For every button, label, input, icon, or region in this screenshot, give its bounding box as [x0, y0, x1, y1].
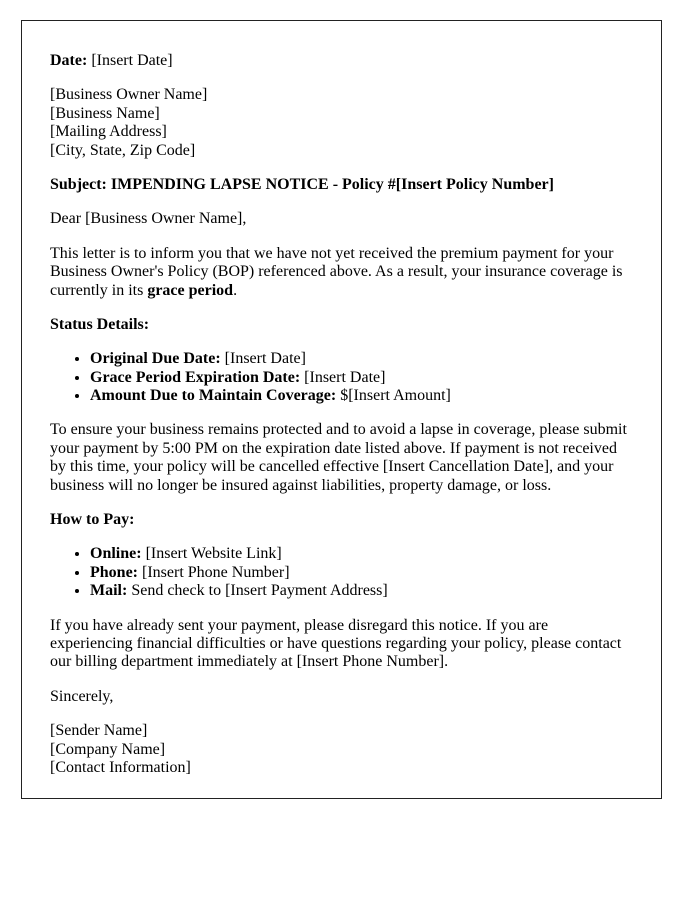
date-value: [Insert Date] — [87, 52, 173, 69]
date-label: Date: — [50, 52, 88, 69]
salutation: Dear [Business Owner Name], — [50, 210, 247, 228]
deadline-paragraph: To ensure your business remains protected and to avoid a lapse in coverage, please submit your payment by 5:00 PM on the expiration date listed above. If payment is not received by this time, your policy will be cancelled effective [Insert Cancellation Date], and your business will no longer be insured against liabilities, property damage, or loss. — [50, 421, 627, 494]
closing: Sincerely, — [50, 687, 114, 705]
recipient-block — [50, 86, 633, 160]
status-details-list — [50, 350, 633, 405]
status-item-label: Grace Period Expiration Date: — [90, 368, 301, 386]
payment-option-value: Send check to [Insert Payment Address] — [127, 582, 388, 600]
grace-period-emphasis: grace period — [147, 281, 234, 299]
letter-document — [21, 20, 662, 799]
signature-block — [50, 722, 633, 777]
sender-name: [Sender Name] — [50, 722, 148, 740]
contact-information: [Contact Information] — [50, 758, 191, 776]
payment-option-value: [Insert Phone Number] — [138, 563, 290, 581]
recipient-city-state-zip: [City, State, Zip Code] — [50, 141, 196, 159]
status-item-grace-expiration — [90, 369, 633, 387]
payment-option-label: Mail: — [90, 582, 128, 600]
payment-option-phone — [90, 564, 633, 582]
payment-option-label: Online: — [90, 545, 142, 563]
intro-paragraph — [50, 245, 633, 300]
recipient-mailing-address: [Mailing Address] — [50, 123, 167, 141]
status-item-value: [Insert Date] — [300, 368, 386, 386]
status-item-value: [Insert Date] — [220, 350, 306, 368]
payment-options-list — [50, 545, 633, 600]
status-item-label: Amount Due to Maintain Coverage: — [90, 387, 337, 405]
status-item-amount-due — [90, 387, 633, 405]
status-item-value: $[Insert Amount] — [336, 387, 451, 405]
how-to-pay-heading: How to Pay: — [50, 511, 135, 529]
intro-text-start: This letter is to inform you that we have not yet received the premium payment for your Business Owner's Policy (BOP) referenced above. As a result, your insurance coverage is currently in its — [50, 244, 623, 299]
recipient-owner-name: [Business Owner Name] — [50, 86, 208, 104]
disregard-paragraph: If you have already sent your payment, please disregard this notice. If you are experiencing financial difficulties or have questions regarding your policy, please contact our billing department immediately at [Insert Phone Number]. — [50, 616, 622, 671]
payment-option-value: [Insert Website Link] — [141, 545, 282, 563]
recipient-business-name: [Business Name] — [50, 104, 160, 122]
status-item-label: Original Due Date: — [90, 350, 221, 368]
subject-line: Subject: IMPENDING LAPSE NOTICE - Policy #[Insert Policy Number] — [50, 175, 554, 193]
intro-text-end: . — [233, 281, 238, 299]
status-item-original-due-date — [90, 350, 633, 368]
payment-option-online — [90, 545, 633, 563]
status-details-heading: Status Details: — [50, 315, 150, 333]
company-name: [Company Name] — [50, 740, 166, 758]
payment-option-mail — [90, 582, 633, 600]
payment-option-label: Phone: — [90, 563, 138, 581]
date-line — [50, 52, 633, 70]
